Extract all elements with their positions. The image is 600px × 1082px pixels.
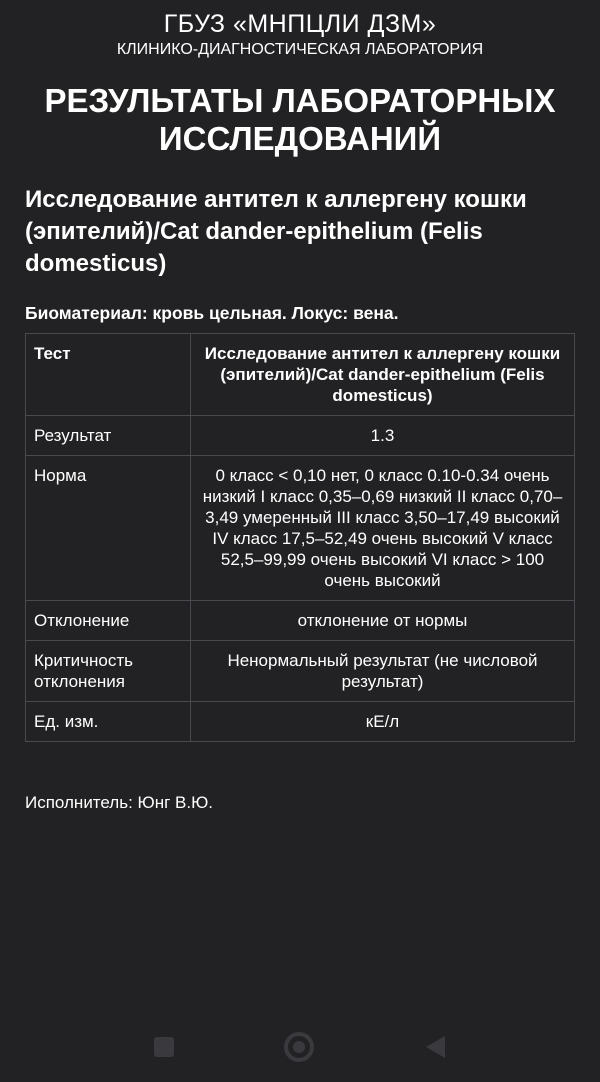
back-button[interactable] [424, 1032, 454, 1062]
executor-info: Исполнитель: Юнг В.Ю. [25, 793, 213, 812]
report-header [0, 0, 600, 60]
norm-value: 0 класс < 0,10 нет, 0 класс 0.10-0.34 очень низкий I класс 0,35–0,69 низкий II класс 0,70–3,49 умеренный III класс 3,50–17,49 высокий IV класс 17,5–52,49 очень высокий V класс 52,5–99,99 очень высокий VI класс > 100 очень высокий [191, 456, 575, 601]
units-label: Ед. изм. [26, 702, 191, 742]
test-title: Исследование антител к аллергену кошки (эпителий)/Cat dander-epithelium (Felis domesticus) [25, 186, 527, 277]
deviation-value: отклонение от нормы [191, 601, 575, 641]
header-test-name: Исследование антител к аллергену кошки (эпителий)/Cat dander-epithelium (Felis domesticus) [191, 334, 575, 416]
organization-name: ГБУЗ «МНПЦЛИ ДЗМ» [163, 10, 437, 38]
norm-label: Норма [26, 456, 191, 601]
table-row-result [26, 416, 575, 456]
table-row-criticality [26, 641, 575, 702]
result-label: Результат [26, 416, 191, 456]
table-row-deviation [26, 601, 575, 641]
criticality-label: Критичность отклонения [26, 641, 191, 702]
recent-apps-button[interactable] [150, 1032, 180, 1062]
square-icon [154, 1037, 174, 1057]
triangle-back-icon [426, 1036, 445, 1058]
results-table [25, 333, 575, 742]
criticality-value: Ненормальный результат (не числовой результат) [191, 641, 575, 702]
header-test-label: Тест [26, 334, 191, 416]
organization-subtitle: КЛИНИКО-ДИАГНОСТИЧЕСКАЯ ЛАБОРАТОРИЯ [116, 41, 484, 58]
units-value: кЕ/л [191, 702, 575, 742]
circle-dot-icon [293, 1041, 305, 1053]
system-navigation-bar [0, 1018, 600, 1082]
table-row-units [26, 702, 575, 742]
biomaterial-info: Биоматериал: кровь цельная. Локус: вена. [25, 303, 399, 323]
home-button[interactable] [284, 1032, 314, 1062]
page-title: РЕЗУЛЬТАТЫ ЛАБОРАТОРНЫХ ИССЛЕДОВАНИЙ [44, 82, 556, 157]
deviation-label: Отклонение [26, 601, 191, 641]
result-value: 1.3 [191, 416, 575, 456]
table-row-norm [26, 456, 575, 601]
table-header-row [26, 334, 575, 416]
